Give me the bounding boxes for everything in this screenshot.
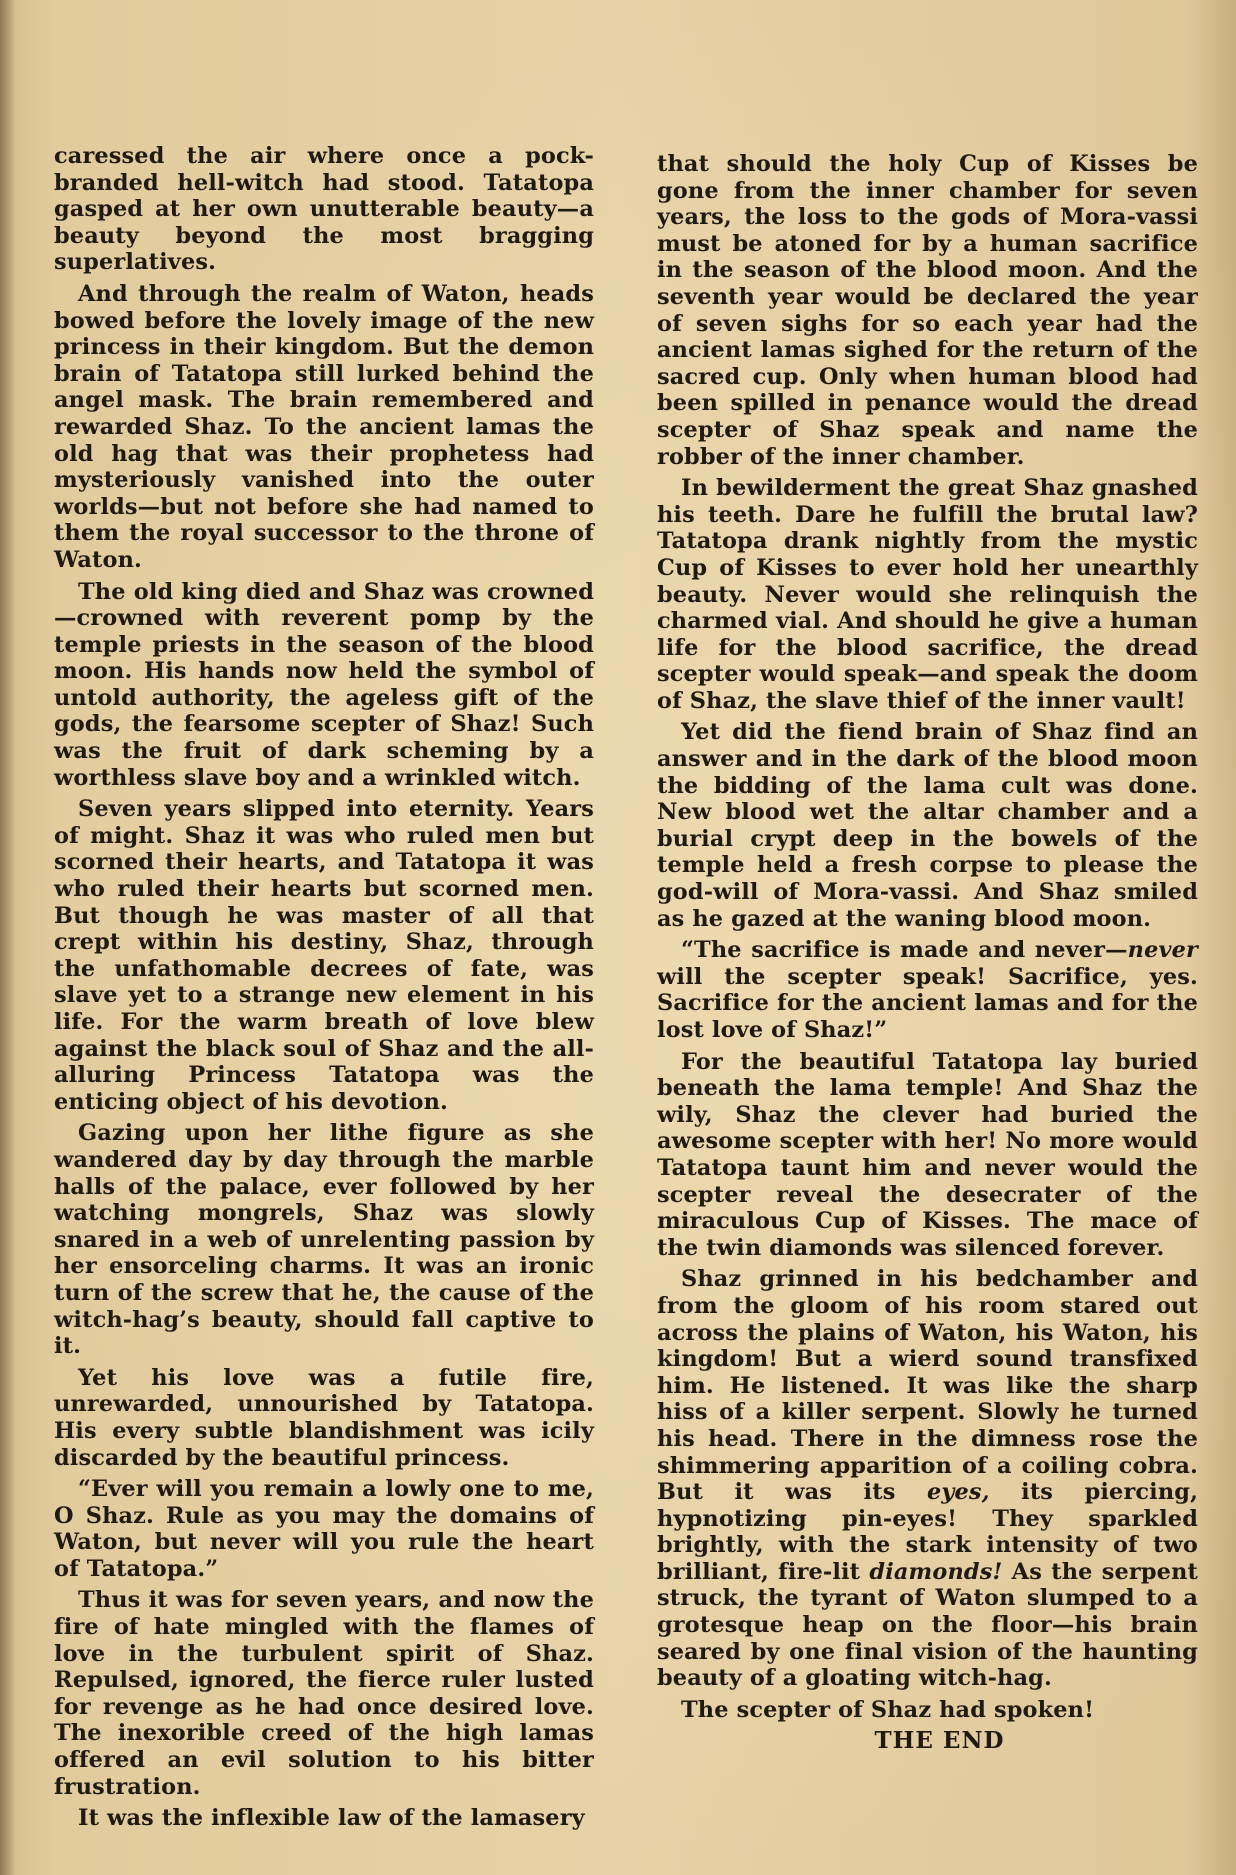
paragraph: And through the realm of Waton, heads bowed before the lovely image of the new princess in their kingdom. But the demon brain of Tatatopa still lurked behind the angel mask. The brain remembered and rewarded Shaz. To the ancient lamas the old hag that was their prophetess had mysteriously vanished into the outer worlds—but not before she had named to them the royal successor to the throne of Waton.: [54, 280, 594, 573]
text-run: As the serpent struck, the tyrant of Waton slumped to a grotesque heap on the floor—his brain seared by one final vision of the haunting beauty of a gloating witch-hag.: [657, 1558, 1198, 1692]
text-run: Shaz grinned in his bedchamber and from the gloom of his room stared out across the plains of Waton, his Waton, his kingdom! But a wierd sound transfixed him. He listened. It was like the sharp hiss of a killer serpent. Slowly he turned his head. There in the dimness rose the shimmering apparition of a coiling cobra. But it was its: [657, 1266, 1198, 1506]
paragraph: Gazing upon her lithe figure as she wandered day by day through the marble halls of the palace, ever followed by her watching mongrels, Shaz was slowly snared in a web of unrelenting passion by her ensorceling charms. It was an ironic turn of the screw that he, the cause of the witch-hag’s beauty, should fall captive to it.: [54, 1120, 594, 1360]
paragraph: It was the inflexible law of the lamasery: [78, 1805, 585, 1832]
left-text-column: [54, 143, 594, 1837]
paragraph: Yet did the fiend brain of Shaz find an answer and in the dark of the blood moon the bidding of the lama cult was done. New blood wet the altar chamber and a burial crypt deep in the bowels of the temple held a fresh corpse to please the god-will of Mora-vassi. And Shaz smiled as he gazed at the waning blood moon.: [657, 719, 1198, 932]
the-end-label: THE END: [874, 1727, 1005, 1755]
paragraph: that should the holy Cup of Kisses be gone from the inner chamber for seven years, the loss to the gods of Mora-vassi must be atoned for by a human sacrifice in the season of the blood moon. And the seventh year would be declared the year of seven sighs for so each year had the ancient lamas sighed for the return of the sacred cup. Only when human blood had been spilled in penance would the dread scepter of Shaz speak and name the robber of the inner chamber.: [657, 151, 1198, 470]
emphasis-text: diamonds!: [869, 1558, 1003, 1585]
binding-shadow: [0, 0, 16, 1875]
paragraph: For the beautiful Tatatopa lay buried beneath the lama temple! And Shaz the wily, Shaz the clever had buried the awesome scepter with her! No more would Tatatopa taunt him and never would the scepter reveal the desecrater of the miraculous Cup of Kisses. The mace of the twin diamonds was silenced forever.: [657, 1048, 1198, 1261]
dialogue-paragraph: “Ever will you remain a lowly one to me, O Shaz. Rule as you may the domains of Waton, but never will you rule the heart of Tatatopa.”: [54, 1476, 594, 1582]
right-text-column: [657, 151, 1198, 1760]
paragraph: Seven years slipped into eternity. Years of might. Shaz it was who ruled men but scorned their hearts, and Tatatopa it was who ruled their hearts but scorned men. But though he was master of all that crept within his destiny, Shaz, through the unfathomable decrees of fate, was slave yet to a strange new element in his life. For the warm breath of love blew against the black soul of Shaz and the all-alluring Princess Tatatopa was the enticing object of his devotion.: [54, 796, 594, 1115]
emphasis-text: never: [1127, 937, 1198, 964]
paragraph: Thus it was for seven years, and now the fire of hate mingled with the flames of love in the turbulent spirit of Shaz. Repulsed, ignored, the fierce ruler lusted for revenge as he had once desired love. The inexorible creed of the high lamas offered an evil solution to his bitter frustration.: [54, 1587, 594, 1800]
paragraph: [657, 1266, 1198, 1692]
paragraph: The scepter of Shaz had spoken!: [681, 1696, 1095, 1723]
text-run: will the scepter speak! Sacrifice, yes. Sacrifice for the ancient lamas and for the lost love of Shaz!”: [657, 963, 1198, 1043]
text-run: its piercing, hypnotizing pin-eyes! They sparkled brightly, with the stark intensity of two brilliant, fire-lit: [657, 1479, 1199, 1585]
paragraph: The old king died and Shaz was crowned —crowned with reverent pomp by the temple priests in the season of the blood moon. His hands now held the symbol of untold authority, the ageless gift of the gods, the fearsome scepter of Shaz! Such was the fruit of dark scheming by a worthless slave boy and a wrinkled witch.: [54, 578, 594, 791]
paragraph: caressed the air where once a pock-branded hell-witch had stood. Tatatopa gasped at her own unutterable beauty—a beauty beyond the most bragging superlatives.: [54, 143, 594, 276]
emphasis-text: eyes,: [926, 1479, 990, 1506]
dialogue-paragraph: [657, 937, 1198, 1043]
paragraph: In bewilderment the great Shaz gnashed his teeth. Dare he fulfill the brutal law? Tatatopa drank nightly from the mystic Cup of Kisses to ever hold her unearthly beauty. Never would she relinquish the charmed vial. And should he give a human life for the blood sacrifice, the dread scepter would speak—and speak the doom of Shaz, the slave thief of the inner vault!: [657, 475, 1198, 714]
text-run: “The sacrifice is made and never—: [681, 937, 1128, 964]
paragraph: Yet his love was a futile fire, unrewarded, unnourished by Tatatopa. His every subtle blandishment was icily discarded by the beautiful princess.: [54, 1364, 594, 1471]
